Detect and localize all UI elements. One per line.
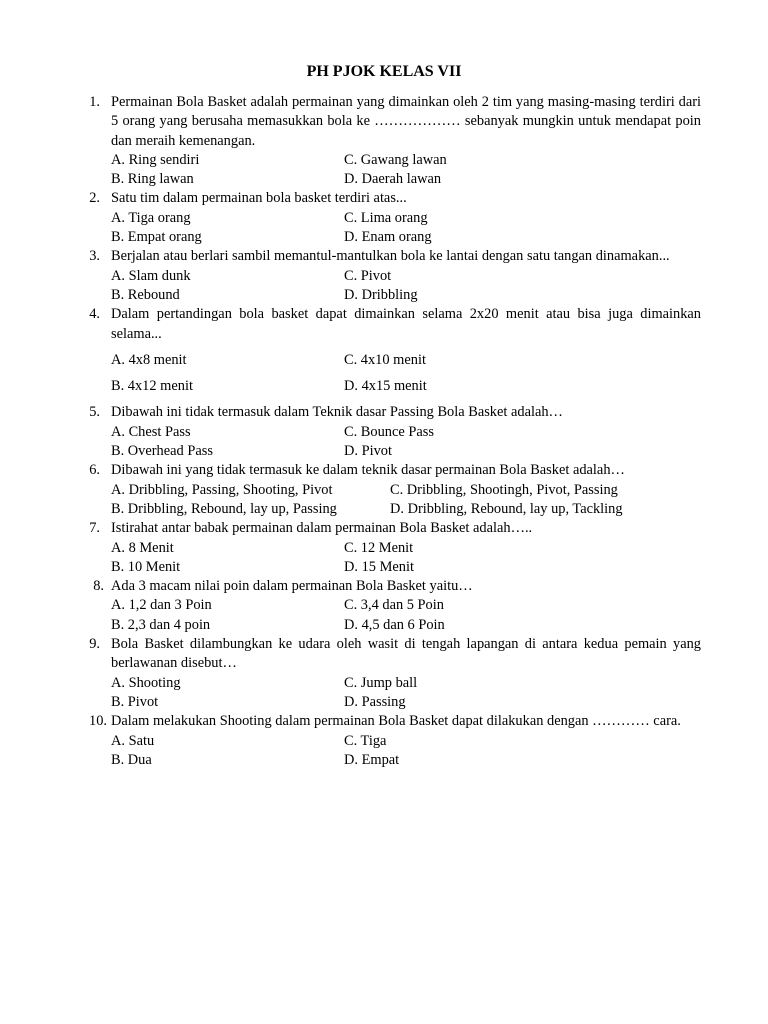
option-c: C. Gawang lawan bbox=[344, 151, 447, 168]
option-b: B. Dribbling, Rebound, lay up, Passing bbox=[111, 500, 337, 517]
options-row bbox=[0, 616, 768, 635]
question-4 bbox=[0, 305, 768, 396]
option-b: B. Ring lawan bbox=[111, 171, 194, 188]
option-d: D. 4x15 menit bbox=[344, 378, 427, 395]
option-b: B. 2,3 dan 4 poin bbox=[111, 616, 211, 633]
options-row bbox=[0, 267, 768, 286]
question-text: Satu tim dalam permainan bola basket terdiri atas... bbox=[111, 190, 407, 207]
question-text: Dibawah ini yang tidak termasuk ke dalam teknik dasar permainan Bola Basket adalah… bbox=[111, 462, 625, 479]
option-b: B. 4x12 menit bbox=[111, 378, 193, 395]
option-a: A. Shooting bbox=[111, 674, 181, 691]
option-a: A. 1,2 dan 3 Poin bbox=[111, 597, 212, 614]
option-c: C. 12 Menit bbox=[344, 539, 414, 556]
question-text: Dalam pertandingan bola basket dapat dimainkan selama 2x20 menit atau bisa juga dimainkan selama... bbox=[111, 306, 701, 342]
question-number: 10. bbox=[89, 713, 107, 730]
question-3 bbox=[0, 247, 768, 305]
question-text: Ada 3 macam nilai poin dalam permainan Bola Basket yaitu… bbox=[111, 578, 473, 595]
question-number: 4. bbox=[89, 306, 100, 323]
options-row bbox=[0, 674, 768, 693]
options-row bbox=[0, 228, 768, 247]
option-d: D. Empat bbox=[344, 751, 400, 768]
option-a: A. Tiga orang bbox=[111, 209, 191, 226]
option-b: B. Pivot bbox=[111, 693, 159, 710]
option-d: D. Enam orang bbox=[344, 229, 432, 246]
options-row bbox=[0, 481, 768, 500]
question-text: Dalam melakukan Shooting dalam permainan Bola Basket dapat dilakukan dengan ………… cara. bbox=[111, 713, 681, 730]
option-b: B. Overhead Pass bbox=[111, 443, 213, 460]
question-text: Berjalan atau berlari sambil memantul-mantulkan bola ke lantai dengan satu tangan dinamakan... bbox=[111, 248, 670, 265]
question-number: 3. bbox=[89, 248, 100, 265]
options-row bbox=[0, 539, 768, 558]
option-d: D. 4,5 dan 6 Poin bbox=[344, 616, 445, 633]
option-b: B. Dua bbox=[111, 751, 152, 768]
option-a: A. 8 Menit bbox=[111, 539, 174, 556]
option-d: D. Pivot bbox=[344, 443, 392, 460]
option-c: C. 3,4 dan 5 Poin bbox=[344, 597, 444, 614]
page-title: PH PJOK KELAS VII bbox=[306, 63, 462, 80]
question-10 bbox=[0, 712, 768, 770]
options-row bbox=[0, 596, 768, 615]
option-d: D. Dribbling, Rebound, lay up, Tackling bbox=[390, 500, 623, 517]
option-d: D. 15 Menit bbox=[344, 558, 414, 575]
question-number: 5. bbox=[89, 404, 100, 421]
option-c: C. Tiga bbox=[344, 732, 387, 749]
options-row bbox=[0, 558, 768, 577]
option-a: A. Chest Pass bbox=[111, 423, 191, 440]
question-text: Istirahat antar babak permainan dalam permainan Bola Basket adalah….. bbox=[111, 520, 533, 537]
question-9 bbox=[0, 635, 768, 712]
option-d: D. Dribbling bbox=[344, 286, 418, 303]
option-c: C. Dribbling, Shootingh, Pivot, Passing bbox=[390, 481, 618, 498]
option-a: A. 4x8 menit bbox=[111, 351, 187, 368]
options-row bbox=[0, 209, 768, 228]
option-c: C. 4x10 menit bbox=[344, 351, 426, 368]
option-c: C. Lima orang bbox=[344, 209, 428, 226]
question-1 bbox=[0, 93, 768, 189]
option-d: D. Daerah lawan bbox=[344, 171, 442, 188]
option-a: A. Slam dunk bbox=[111, 267, 191, 284]
option-a: A. Ring sendiri bbox=[111, 151, 200, 168]
options-row bbox=[0, 423, 768, 442]
question-number: 1. bbox=[89, 94, 100, 110]
options-row bbox=[0, 377, 768, 396]
question-list bbox=[0, 93, 768, 770]
question-text: Bola Basket dilambungkan ke udara oleh wasit di tengah lapangan di antara kedua pemain yang berlawanan disebut… bbox=[111, 636, 701, 672]
options-row bbox=[0, 500, 768, 519]
options-row bbox=[0, 170, 768, 189]
question-6 bbox=[0, 461, 768, 519]
question-text: Dibawah ini tidak termasuk dalam Teknik dasar Passing Bola Basket adalah… bbox=[111, 404, 563, 421]
question-number: 8. bbox=[93, 578, 104, 595]
options-row bbox=[0, 151, 768, 170]
option-b: B. Empat orang bbox=[111, 229, 202, 246]
option-b: B. 10 Menit bbox=[111, 558, 181, 575]
option-d: D. Passing bbox=[344, 693, 406, 710]
question-number: 2. bbox=[89, 190, 100, 207]
question-number: 9. bbox=[89, 636, 100, 653]
options-row bbox=[0, 751, 768, 770]
option-a: A. Dribbling, Passing, Shooting, Pivot bbox=[111, 481, 333, 498]
options-row bbox=[0, 286, 768, 305]
question-5 bbox=[0, 403, 768, 461]
question-number: 6. bbox=[89, 462, 100, 479]
question-7 bbox=[0, 519, 768, 577]
options-row bbox=[0, 442, 768, 461]
options-row bbox=[0, 732, 768, 751]
question-number: 7. bbox=[89, 520, 100, 537]
option-c: C. Pivot bbox=[344, 267, 392, 284]
option-b: B. Rebound bbox=[111, 286, 180, 303]
question-2 bbox=[0, 189, 768, 247]
option-c: C. Jump ball bbox=[344, 674, 418, 691]
options-row bbox=[0, 351, 768, 370]
option-a: A. Satu bbox=[111, 732, 155, 749]
option-c: C. Bounce Pass bbox=[344, 423, 434, 440]
question-text: Permainan Bola Basket adalah permainan yang dimainkan oleh 2 tim yang masing-masing terdiri dari 5 orang yang berusaha memasukkan bola ke ……………… sebanyak mungkin untuk mendapat poin dan meraih kemenangan. bbox=[111, 94, 701, 149]
question-8 bbox=[0, 577, 768, 635]
options-row bbox=[0, 693, 768, 712]
